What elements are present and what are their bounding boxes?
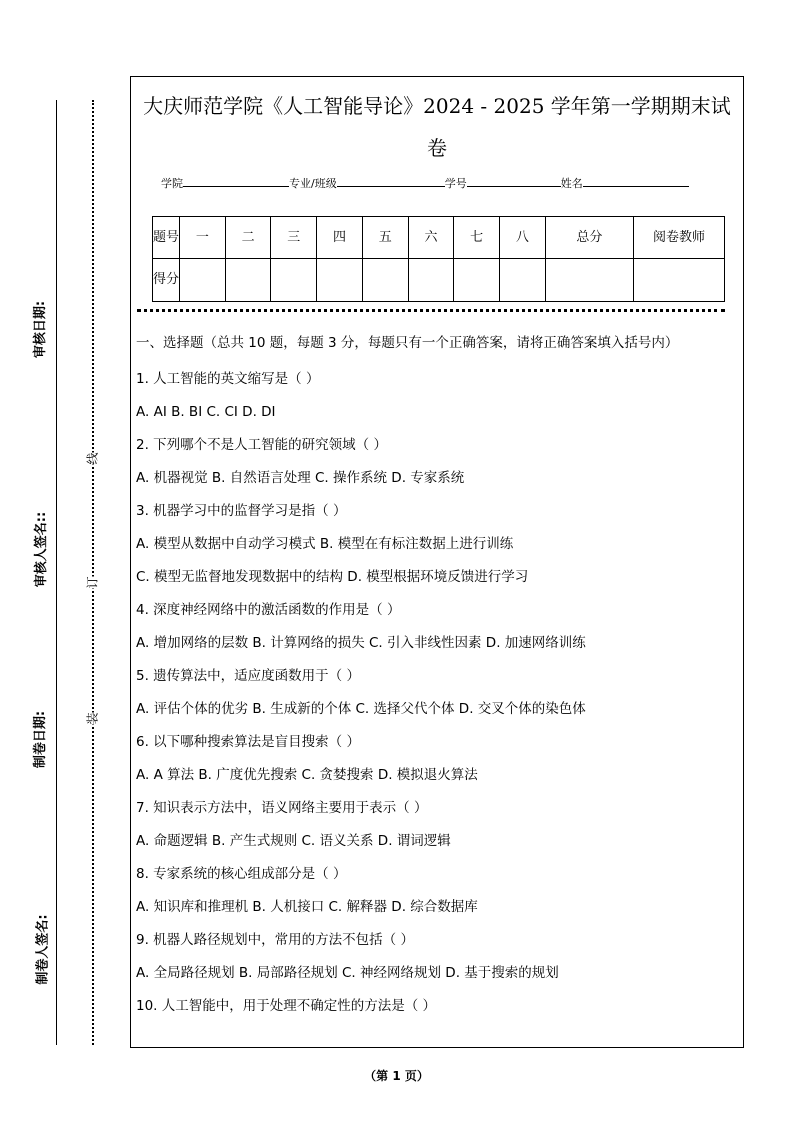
options-line: A. 知识库和推理机 B. 人机接口 C. 解释器 D. 综合数据库 (136, 899, 478, 915)
question-line: 9. 机器人路径规划中，常用的方法不包括（ ） (136, 932, 414, 948)
major-label: 专业/班级 (289, 177, 337, 190)
score-cell[interactable] (500, 259, 546, 302)
score-cell[interactable] (454, 259, 500, 302)
score-cell[interactable] (271, 259, 317, 302)
reviewer-header: 阅卷教师 (634, 217, 725, 259)
preparer-signature-label: 制卷人签名: (35, 914, 51, 985)
question-line: 8. 专家系统的核心组成部分是（ ） (136, 866, 347, 882)
question-line: 6. 以下哪种搜索算法是盲目搜索（ ） (136, 734, 360, 750)
options-line: A. 模型从数据中自动学习模式 B. 模型在有标注数据上进行训练 (136, 536, 514, 552)
page-number: （第 1 页） (364, 1069, 429, 1083)
col-7: 七 (454, 217, 500, 259)
binding-char-xian: 线 (82, 452, 103, 464)
col-6: 六 (408, 217, 454, 259)
section-heading: 一、选择题（总共 10 题，每题 3 分，每题只有一个正确答案，请将正确答案填入括号内） (136, 335, 679, 351)
score-cell[interactable] (408, 259, 454, 302)
section-choice-questions (136, 333, 735, 1023)
options-line: A. A 算法 B. 广度优先搜索 C. 贪婪搜索 D. 模拟退火算法 (136, 767, 478, 783)
name-label: 姓名 (560, 177, 583, 190)
question-line: 4. 深度神经网络中的激活函数的作用是（ ） (136, 602, 401, 618)
score-table (152, 216, 725, 302)
options-line: A. AI B. BI C. CI D. DI (136, 404, 276, 420)
col-total: 总分 (545, 217, 633, 259)
exam-title: 大庆师范学院《人工智能导论》2024 - 2025 学年第一学期期末试卷 (143, 94, 731, 160)
question-line: 7. 知识表示方法中，语义网络主要用于表示（ ） (136, 800, 428, 816)
exam-frame (130, 76, 744, 1048)
student-id-blank[interactable] (467, 174, 561, 187)
dotted-separator (137, 309, 725, 312)
col-4: 四 (317, 217, 363, 259)
question-line: 5. 遗传算法中，适应度函数用于（ ） (136, 668, 360, 684)
col-3: 三 (271, 217, 317, 259)
major-blank[interactable] (337, 174, 445, 187)
options-line: A. 命题逻辑 B. 产生式规则 C. 语义关系 D. 谓词逻辑 (136, 833, 451, 849)
score-cell[interactable] (362, 259, 408, 302)
options-line: C. 模型无监督地发现数据中的结构 D. 模型根据环境反馈进行学习 (136, 569, 529, 585)
score-cell[interactable] (225, 259, 271, 302)
binding-dotted-line (92, 100, 94, 1045)
options-line: A. 增加网络的层数 B. 计算网络的损失 C. 引入非线性因素 D. 加速网络训练 (136, 635, 586, 651)
score-row-label: 得分 (153, 259, 180, 302)
student-info-row (161, 174, 689, 191)
options-line: A. 机器视觉 B. 自然语言处理 C. 操作系统 D. 专家系统 (136, 470, 465, 486)
review-date-label: 审核日期: (33, 300, 49, 359)
col-5: 五 (362, 217, 408, 259)
reviewer-cell[interactable] (634, 259, 725, 302)
binding-char-zhuang: 装 (82, 712, 103, 724)
binding-line-left (56, 100, 57, 1045)
col-2: 二 (225, 217, 271, 259)
score-cell[interactable] (545, 259, 633, 302)
college-blank[interactable] (183, 174, 289, 187)
question-line: 3. 机器学习中的监督学习是指（ ） (136, 503, 347, 519)
question-line: 10. 人工智能中，用于处理不确定性的方法是（ ） (136, 998, 437, 1014)
options-line: A. 全局路径规划 B. 局部路径规划 C. 神经网络规划 D. 基于搜索的规划 (136, 965, 559, 981)
question-line: 2. 下列哪个不是人工智能的研究领域（ ） (136, 437, 387, 453)
col-8: 八 (500, 217, 546, 259)
student-id-label: 学号 (444, 177, 467, 190)
score-cell[interactable] (180, 259, 226, 302)
col-1: 一 (180, 217, 226, 259)
binding-char-ding: 订 (82, 576, 103, 588)
college-label: 学院 (161, 177, 183, 190)
options-line: A. 评估个体的优劣 B. 生成新的个体 C. 选择父代个体 D. 交叉个体的染色体 (136, 701, 586, 717)
prepare-date-label: 制卷日期: (33, 710, 49, 769)
question-number-header: 题号 (153, 217, 180, 259)
name-blank[interactable] (583, 174, 689, 187)
score-cell[interactable] (317, 259, 363, 302)
question-line: 1. 人工智能的英文缩写是（ ） (136, 371, 320, 387)
reviewer-signature-label: 审核人签名:: (34, 511, 50, 588)
